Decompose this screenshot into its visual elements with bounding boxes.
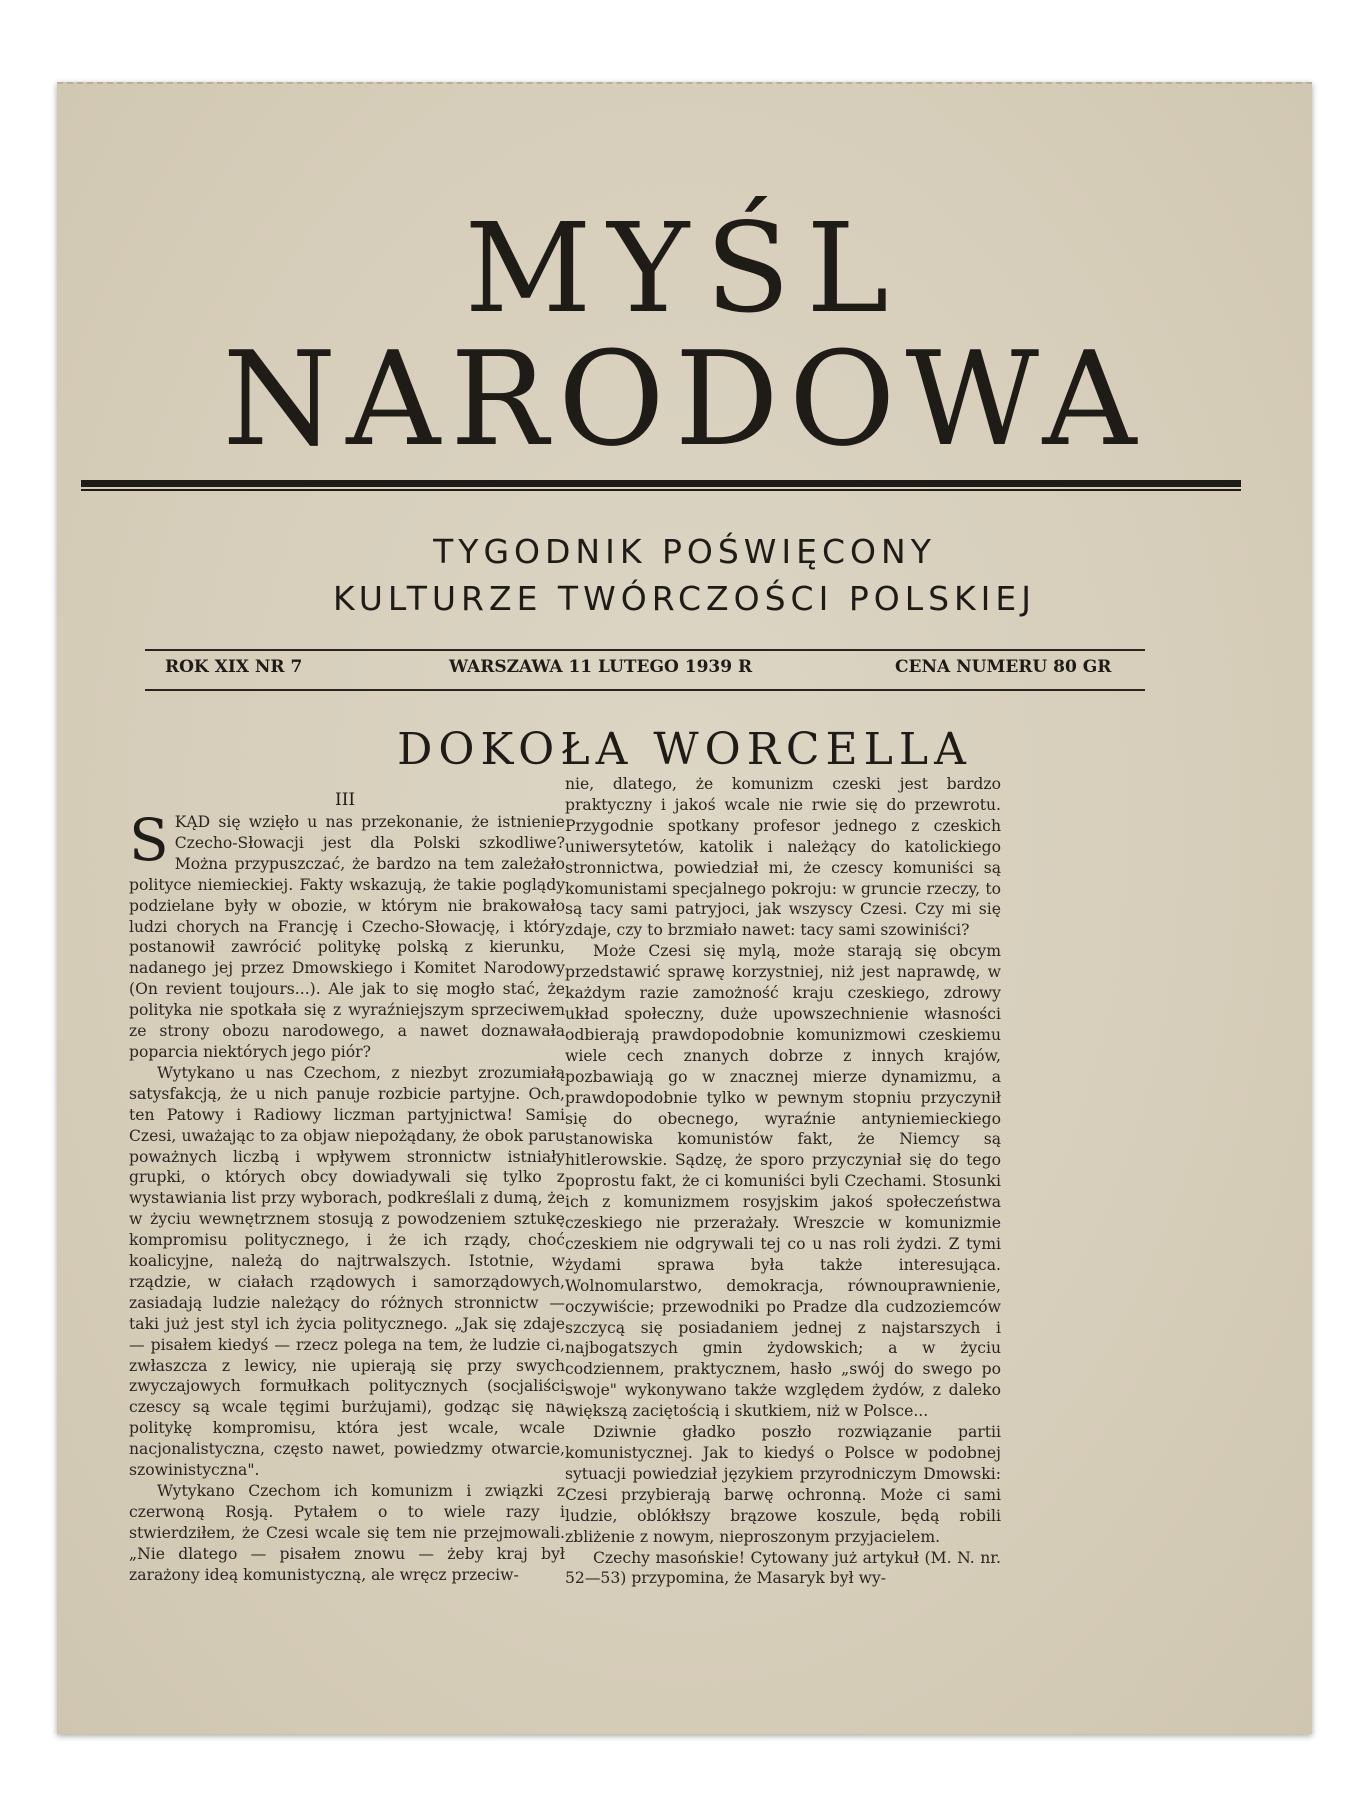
paragraph: Czechy masońskie! Cytowany już artykuł (M. N. nr. 52—53) przypomina, że Masaryk był wy- xyxy=(565,1548,1001,1588)
issue-price: CENA NUMERU 80 GR xyxy=(895,657,1112,677)
masthead-title-line1: MYŚL xyxy=(464,197,905,341)
masthead-title-line2: NARODOWA xyxy=(222,323,1147,475)
paragraph: Dziwnie gładko poszło rozwiązanie partii komunistycznej. Jak to kiedyś o Polsce w podobnej sytuacji powiedział językiem przyrodniczym Dmowski: Czesi przybierają barwę ochronną. Może ci sami ludzie, oblókłszy brązowe koszule, będą robili zbliżenie z nowym, nieproszonym przyjacielem. xyxy=(565,1423,1001,1546)
article-title: DOKOŁA WORCELLA xyxy=(397,724,972,775)
paragraph xyxy=(129,806,565,1063)
masthead-rule xyxy=(81,476,1241,490)
issue-number: ROK XIX NR 7 xyxy=(165,657,303,677)
article-column-left xyxy=(129,806,565,1586)
article-part-number: III xyxy=(335,790,356,810)
paragraph: Może Czesi się mylą, może starają się obcym przedstawić sprawę korzystniej, niż jest naprawdę, w każdym razie zamożność kraju czeskiego, zdrowy układ społeczny, duże upowszechnienie własności odbierają prawdopodobnie komunizmowi czeskiemu wiele cech znanych dobrze z innych krajów, pozbawiają go w znacznej mierze dynamizmu, a prawdopodobnie tylko w pewnym stopniu przyczynił się do obecnego, wyraźnie antyniemieckiego stanowiska komunistów fakt, że Niemcy są hitlerowskie. Sądzę, że sporo przyczyniał się do tego poprostu fakt, że ci komuniści byli Czechami. Stosunki ich z komunizmem rosyjskim jakoś społeczeństwa czeskiego nie przerażały. Wreszcie w komunizmie czeskiem nie odgrywali tej co u nas roli żydzi. Z tymi żydami sprawa była także interesująca. Wolnomularstwo, demokracja, równouprawnienie, oczywiście; przewodniki po Pradze dla cudzoziemców szczycą się posiadaniem jednej z najstarszych i najbogatszych gmin żydowskich; a w życiu codziennem, praktycznem, hasło „swój do swego po swoje" wykonywano także względem żydów, z daleko większą zaciętością i skutkiem, niż w Polsce... xyxy=(565,942,1001,1421)
paragraph: Wytykano u nas Czechom, z niezbyt zrozumiałą satysfakcją, że u nich panuje rozbicie partyjne. Och, ten Patowy i Radiowy liczman partyjnictwa! Sami Czesi, uważając to za objaw niepożądany, że obok paru poważnych liczbą i wpływem stronnictw istniały grupki, o których obcy dowiadywali się tylko z wystawiania list przy wyborach, podkreślali z dumą, że w życiu wewnętrznem stosują z powodzeniem sztukę kompromisu politycznego, i że ich rządy, choć koalicyjne, należą do najtrwalszych. Istotnie, w rządzie, w ciałach rządowych i samorządowych, zasiadają ludzie należący do różnych stronnictw — taki już jest styl ich życia politycznego. „Jak się zdaje — pisałem kiedyś — rzecz polega na tem, że ludzie ci, zwłaszcza z lewicy, nie upierają się przy swych zwyczajowych formułkach politycznych (socjaliści czescy są wcale tęgimi burżujami), godząc się na politykę kompromisu, która jest wcale, wcale nacjonalistyczna, często nawet, powiedzmy otwarcie, szowinistyczna". xyxy=(129,1063,565,1480)
newspaper-page xyxy=(57,82,1312,1734)
drop-cap: S xyxy=(129,806,169,874)
paragraph-text: KĄD się wzięło u nas przekonanie, że istnienie Czecho-Słowacji jest dla Polski szkodliwe? Można przypuszczać, że bardzo na tem zależało polityce niemieckiej. Fakty wskazują, że takie poglądy podzielane były w obozie, w którym nie brakowało ludzi chorych na Francję i Czecho-Słowację, i który postanowił zawrócić politykę polską z kierunku, nadanego jej przez Dmowskiego i Komitet Narodowy (On revient toujours...). Ale jak to się mogło stać, że polityka nie spotkała się z wyraźniejszym sprzeciwem ze strony obozu narodowego, a nawet doznawała poparcia niektórych jego piór? xyxy=(129,813,565,1061)
paragraph: nie, dlatego, że komunizm czeski jest bardzo praktyczny i jakoś wcale nie rwie się do przewrotu. Przygodnie spotkany profesor jednego z czeskich uniwersytetów, katolik i należący do katolickiego stronnictwa, powiedział mi, że czescy komuniści są komunistami specjalnego pokroju: w gruncie rzeczy, to są tacy sami patryjoci, jak wszyscy Czesi. Czy mi się zdaje, czy to brzmiało nawet: tacy sami szowiniści? xyxy=(565,775,1001,940)
subtitle-line1: TYGODNIK POŚWIĘCONY xyxy=(433,532,936,571)
info-rule-bottom xyxy=(145,689,1145,691)
issue-place-date: WARSZAWA 11 LUTEGO 1939 R xyxy=(449,657,753,677)
article-column-right xyxy=(565,774,1001,1589)
subtitle-line2: KULTURZE TWÓRCZOŚCI POLSKIEJ xyxy=(333,579,1036,618)
info-rule-top xyxy=(145,649,1145,651)
paragraph: Wytykano Czechom ich komunizm i związki z czerwoną Rosją. Pytałem o to wiele razy i stwierdziłem, że Czesi wcale się tem nie przejmowali. „Nie dlatego — pisałem znowu — żeby kraj był zarażony ideą komunistyczną, ale wręcz przeciw- xyxy=(129,1482,565,1584)
